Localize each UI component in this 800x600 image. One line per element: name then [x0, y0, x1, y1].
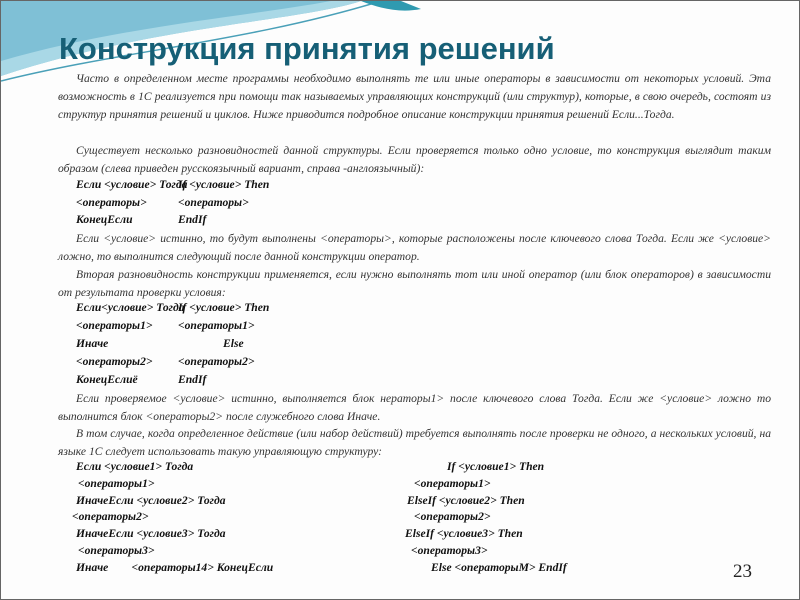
code-en: Else: [223, 337, 244, 350]
code-en: EndIf: [178, 213, 207, 226]
code-ru: Иначе: [76, 337, 109, 350]
code-ru: <операторы1>: [76, 319, 153, 332]
code-ru: <операторы1>: [78, 477, 155, 490]
paragraph-intro: Часто в определенном месте программы необходимо выполнять те или иные операторы в зависимости от некоторых условий. Эта возможность в 1С реализуется при помощи так называемых управляющих конструкций (или структур), которые, в свою очередь, состоят из структур принятия решений и циклов. Ниже приводится подробное описание конструкции принятия решений Если...Тогда.: [58, 72, 771, 121]
code-ru: Если <условие1> Тогда: [76, 460, 194, 473]
code-ru: <операторы3>: [78, 544, 155, 557]
code-en: If <условие> Then: [178, 301, 270, 314]
code-en: <операторы1>: [414, 477, 491, 490]
code-ru: <операторы>: [76, 196, 147, 209]
code-ru: КонецЕсли: [76, 213, 133, 226]
code-en: If <условие> Then: [178, 178, 270, 191]
paragraph-second-variant: Вторая разновидность конструкции применяется, если нужно выполнять тот или иной оператор (или блок операторов) в зависимости от результата проверки условия:: [58, 268, 771, 299]
paragraph-multi: В том случае, когда определенное действие (или набор действий) требуется выполнять после проверки не одного, а нескольких условий, на языке 1С следует использовать такую управляющую структуру:: [58, 427, 771, 458]
page-number: 23: [733, 561, 752, 582]
code-ru: Если<условие> Тогда: [76, 301, 185, 314]
code-ru: Иначе <операторы14> КонецЕсли: [76, 561, 274, 574]
code-ru: Если <условие> Тогда: [76, 178, 188, 191]
code-en: <операторы2>: [414, 510, 491, 523]
code-en: <операторы>: [178, 196, 249, 209]
code-en: If <условие1> Then: [447, 460, 545, 473]
paragraph-variants: Существует несколько разновидностей данной структуры. Если проверяется только одно условие, то конструкция выглядит таким образом (слева приведен русскоязычный вариант, справа -англоязычный):: [58, 144, 771, 175]
paragraph-explain2: Если проверяемое <условие> истинно, выполняется блок нераторы1> после ключевого слова Тогда. Если же <условие> ложно то выполнится блок <операторы2> после служебного слова Иначе.: [58, 392, 771, 423]
code-en: Else <операторыМ> EndIf: [431, 561, 567, 574]
code-ru: ИначеЕсли <условие3> Тогда: [76, 527, 226, 540]
slide-title: Конструкция принятия решений: [59, 31, 555, 66]
code-ru: КонецЕслиё: [76, 373, 138, 386]
paragraph-explain1: Если <условие> истинно, то будут выполнены <операторы>, которые расположены после ключевого слова Тогда. Если же <условие> ложно, то выполнится следующий после данной конструкции оператор.: [58, 232, 771, 263]
code-ru: <операторы2>: [72, 510, 149, 523]
code-en: <операторы3>: [411, 544, 488, 557]
code-en: ElseIf <условие2> Then: [407, 494, 525, 507]
code-en: <операторы2>: [178, 355, 255, 368]
code-ru: ИначеЕсли <условие2> Тогда: [76, 494, 226, 507]
code-en: <операторы1>: [178, 319, 255, 332]
code-ru: <операторы2>: [76, 355, 153, 368]
code-en: ElseIf <условие3> Then: [405, 527, 523, 540]
code-en: EndIf: [178, 373, 207, 386]
